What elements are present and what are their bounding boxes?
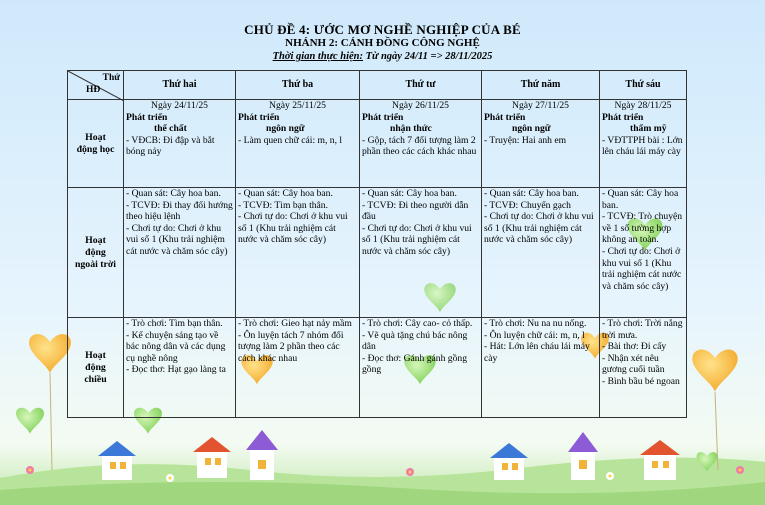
activity-row-header-line: Hoạt	[85, 234, 106, 246]
schedule-cell	[600, 318, 687, 418]
cell-activity-line: - VĐTTPH bài : Lớn lên cháu lái máy cày	[602, 134, 683, 158]
cell-activity-line: - Nhận xét nêu gương cuối tuần	[602, 352, 665, 376]
page-subtitle: NHÁNH 2: CÁNH ĐỒNG CÔNG NGHỆ	[285, 37, 480, 49]
schedule-cell	[124, 100, 236, 188]
cell-activity-line: - VĐCB: Đi đập và bắt bóng nảy	[126, 134, 215, 158]
page-title: CHỦ ĐỀ 4: ƯỚC MƠ NGHỀ NGHIỆP CỦA BÉ	[244, 22, 521, 37]
cell-activity-line: - Chơi tự do: Chơi ở khu vui số 1 (Khu trải nghiệm cát nước và chăm sóc cây)	[238, 211, 348, 246]
schedule-cell	[482, 188, 600, 318]
table-header-row	[68, 71, 687, 100]
cell-subject-area: ngôn ngữ	[266, 123, 305, 135]
schedule-cell	[600, 188, 687, 318]
cell-activity-line: - Kể chuyện sáng tạo về bác nông dân và các dụng cụ nghề nông	[126, 329, 226, 364]
cell-date: Ngày 27/11/25	[512, 100, 569, 111]
time-label: Thời gian thực hiện:	[272, 51, 363, 62]
flower-icon	[26, 466, 34, 474]
cell-activity-line: - Chơi tự do: Chơi ở khu vui số 1 (Khu trải nghiệm cát nước và chăm sóc cây)	[602, 245, 682, 292]
cell-subject-area: nhận thức	[390, 123, 432, 135]
cell-activity-line: - Trò chơi: Trời nắng trời mưa.	[602, 318, 683, 341]
cell-date: Ngày 26/11/25	[392, 100, 449, 111]
schedule-cell	[236, 188, 360, 318]
cell-date: Ngày 24/11/25	[151, 100, 208, 111]
time-line	[0, 51, 765, 62]
heart-balloon-icon	[29, 334, 71, 373]
schedule-cell	[600, 100, 687, 188]
cell-activity-line: - Quan sát: Cây hoa ban.	[484, 188, 579, 199]
cell-activity-line: - Quan sát: Cây hoa ban.	[362, 188, 457, 199]
schedule-cell	[124, 318, 236, 418]
cell-subject: Phát triển	[602, 111, 644, 123]
cell-activity-line: - Đọc thơ: Gánh gánh gồng gồng	[362, 352, 467, 376]
cell-activity-line: - Trò chơi: Nu na nu nống.	[484, 318, 587, 329]
table-row	[68, 318, 687, 418]
cell-activity-line: - TCVĐ: Đi thay đổi hướng theo hiệu lệnh	[126, 199, 233, 223]
cell-activity-line: - Trò chơi: Gieo hạt nảy mầm	[238, 318, 352, 329]
flower-icon	[166, 474, 174, 482]
schedule-cell	[360, 188, 482, 318]
schedule-cell	[236, 318, 360, 418]
cell-activity-line: - Quan sát: Cây hoa ban.	[238, 188, 333, 199]
cell-activity-line: - Quan sát: Cây hoa ban.	[602, 188, 679, 211]
activity-row-header-line: động	[85, 246, 106, 258]
schedule-cell	[236, 100, 360, 188]
activity-row-header	[68, 100, 124, 188]
corner-label-top: Thứ	[102, 73, 120, 83]
house-icon	[568, 432, 598, 480]
activity-row-header	[68, 318, 124, 418]
day-header: Thứ tư	[360, 71, 482, 100]
cell-subject-area: ngôn ngữ	[512, 123, 551, 135]
cell-activity-line: - TCVĐ: Trò chuyện về 1 số tường hợp không an toàn.	[602, 211, 683, 246]
cell-subject: Phát triển	[238, 111, 280, 123]
activity-row-header-line: chiều	[84, 373, 107, 385]
cell-activity-line: - Vẽ quà tặng chú bác nông dân	[362, 329, 468, 353]
day-header: Thứ năm	[482, 71, 600, 100]
cell-activity-line: - TCVĐ: Chuyển gạch	[484, 199, 571, 211]
corner-label-bottom: HĐ	[86, 85, 101, 96]
cell-activity-line: - Truyện: Hai anh em	[484, 134, 567, 146]
cell-subject: Phát triển	[362, 111, 404, 123]
cell-activity-line: - Quan sát: Cây hoa ban.	[126, 188, 221, 199]
house-icon	[246, 430, 278, 480]
schedule-cell	[124, 188, 236, 318]
cell-activity-line: - Bài thơ: Đi cấy	[602, 341, 667, 353]
time-value: Từ ngày 24/11 => 28/11/2025	[363, 51, 493, 62]
cell-activity-line: - Ôn luyện tách 7 nhóm đối tượng làm 2 phần theo các cách khác nhau	[238, 329, 344, 364]
cell-activity-line: - Bình bầu bé ngoan	[602, 375, 680, 387]
house-icon	[640, 440, 680, 480]
cell-activity-line: - Trò chơi: Tìm bạn thân.	[126, 318, 223, 329]
cell-activity-line: - Chơi tự do: Chơi ở khu vui số 1 (Khu trải nghiệm cát nước và chăm sóc cây)	[126, 222, 228, 257]
schedule-table	[67, 70, 687, 418]
heart-balloon-icon	[16, 408, 44, 434]
cell-subject: Phát triển	[126, 111, 168, 123]
flower-icon	[406, 468, 414, 476]
cell-subject-area: thể chất	[154, 123, 187, 135]
cell-activity-line: - Chơi tự do: Chơi ở khu vui số 1 (Khu trải nghiệm cát nước và chăm sóc cây)	[362, 222, 472, 257]
cell-subject-area: thẩm mỹ	[630, 123, 667, 135]
day-header: Thứ ba	[236, 71, 360, 100]
table-row	[68, 188, 687, 318]
table-corner-cell	[68, 71, 124, 100]
activity-row-header-line: Hoạt	[85, 131, 106, 143]
cell-activity-line: - Hát: Lớn lên cháu lái máy cày	[484, 341, 590, 364]
cell-date: Ngày 25/11/25	[269, 100, 326, 111]
activity-row-header	[68, 188, 124, 318]
cell-subject: Phát triển	[484, 111, 526, 123]
schedule-cell	[482, 100, 600, 188]
activity-row-header-line: động	[85, 361, 106, 373]
cell-activity-line: - TCVĐ: Tìm bạn thân.	[238, 199, 328, 211]
table-row	[68, 100, 687, 188]
cell-activity-line: - Chơi tự do: Chơi ở khu vui số 1 (Khu trải nghiệm cát nước và chăm sóc cây)	[484, 211, 594, 246]
house-icon	[193, 437, 231, 478]
cell-activity-line: - Đọc thơ: Hạt gạo làng ta	[126, 364, 226, 376]
activity-row-header-line: Hoạt	[85, 349, 106, 361]
house-icon	[98, 441, 136, 480]
cell-activity-line: - Ôn luyện chữ cái: m, n, l	[484, 329, 585, 341]
heart-balloon-icon	[692, 349, 737, 391]
day-header: Thứ sáu	[600, 71, 687, 100]
cell-date: Ngày 28/11/25	[614, 100, 672, 111]
cell-activity-line: - Làm quen chữ cái: m, n, l	[238, 134, 343, 146]
cell-activity-line: - Trò chơi: Cây cao- cỏ thấp.	[362, 318, 473, 329]
cell-activity-line: - Gộp, tách 7 đối tượng làm 2 phần theo các cách khác nhau	[362, 134, 477, 158]
flower-icon	[606, 472, 614, 480]
activity-row-header-line: động học	[76, 143, 115, 155]
activity-row-header-line: ngoài trời	[74, 258, 117, 270]
day-header: Thứ hai	[124, 71, 236, 100]
cell-activity-line: - TCVĐ: Đi theo người dẫn đầu	[362, 199, 469, 223]
house-icon	[490, 443, 528, 480]
schedule-cell	[360, 318, 482, 418]
flower-icon	[736, 466, 744, 474]
schedule-cell	[360, 100, 482, 188]
schedule-cell	[482, 318, 600, 418]
